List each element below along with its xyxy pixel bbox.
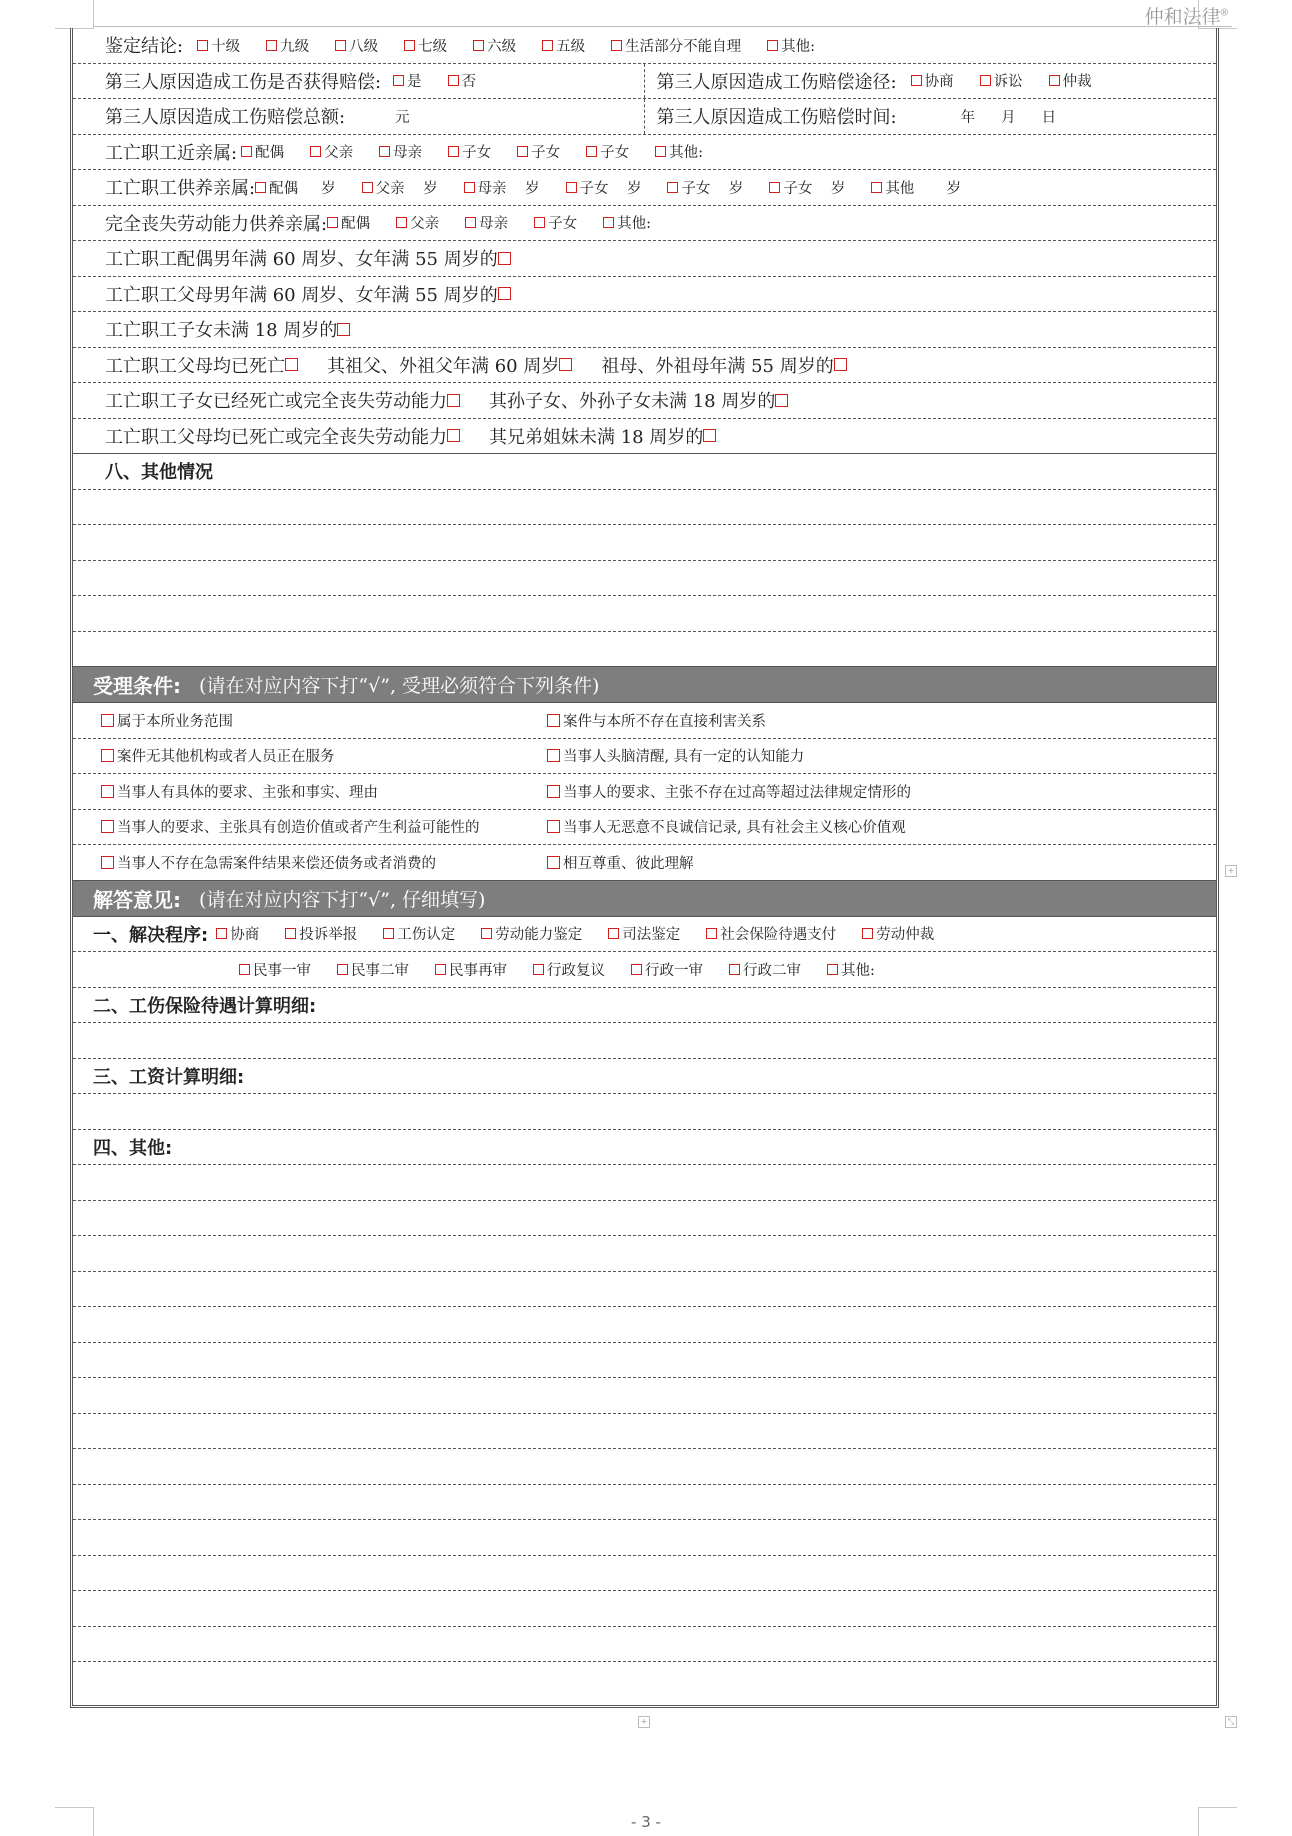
wage-detail-heading: 三、工资计算明细: <box>93 1066 245 1088</box>
checkbox-icon[interactable] <box>383 928 394 939</box>
procedure-label: 一、解决程序: <box>93 924 209 946</box>
checkbox-option[interactable]: 司法鉴定 <box>608 923 680 944</box>
checkbox-icon[interactable] <box>498 252 511 265</box>
checkbox-option[interactable]: 配偶 <box>327 212 370 233</box>
blank-line[interactable] <box>73 1094 1216 1130</box>
third-party-total-label: 第三人原因造成工伤赔偿总额: <box>105 107 346 129</box>
checkbox-icon[interactable] <box>435 964 446 975</box>
checkbox-option[interactable]: 八级 <box>335 35 378 56</box>
checkbox-option[interactable]: 五级 <box>542 35 585 56</box>
checkbox-icon[interactable] <box>266 40 277 51</box>
checkbox-icon[interactable] <box>703 429 716 442</box>
checkbox-icon[interactable] <box>447 394 460 407</box>
relatives-row <box>73 135 1216 171</box>
other-situation-heading: 八、其他情况 <box>105 462 213 484</box>
incapacity-row <box>73 206 1216 242</box>
checkbox-option[interactable]: 母亲 岁 <box>464 177 540 198</box>
checkbox-option[interactable]: 子女 <box>448 141 491 162</box>
blank-line[interactable] <box>73 1627 1216 1663</box>
other-detail-heading: 四、其他: <box>93 1137 173 1159</box>
checkbox-option[interactable]: 投诉举报 <box>285 923 357 944</box>
parents-age-row <box>73 277 1216 313</box>
grandchildren-text-b: 其孙子女、外孙子女未满 18 周岁的 <box>489 391 776 413</box>
checkbox-option[interactable]: 父亲 <box>396 212 439 233</box>
checkbox-option[interactable]: 其他: <box>603 212 651 233</box>
relatives-label: 工亡职工近亲属: <box>105 142 238 164</box>
blank-line[interactable] <box>73 1201 1216 1237</box>
checkbox-icon[interactable] <box>216 928 227 939</box>
grandparents-text-b: 其祖父、外祖父年满 60 周岁 <box>327 355 560 377</box>
appraisal-row <box>73 28 1216 64</box>
condition-item[interactable]: 属于本所业务范围 <box>73 710 547 731</box>
condition-item[interactable]: 当事人无恶意不良诚信记录, 具有社会主义核心价值观 <box>547 816 906 837</box>
condition-row <box>73 739 1216 775</box>
answer-header <box>73 881 1216 917</box>
checkbox-option[interactable]: 其他 岁 <box>871 177 961 198</box>
checkbox-icon[interactable] <box>547 749 560 762</box>
grandchildren-text-a: 工亡职工子女已经死亡或完全丧失劳动能力 <box>105 391 447 413</box>
checkbox-option[interactable]: 否 <box>448 70 477 91</box>
blank-line[interactable] <box>73 1414 1216 1450</box>
checkbox-icon[interactable] <box>547 856 560 869</box>
condition-item[interactable]: 当事人的要求、主张具有创造价值或者产生利益可能性的 <box>73 816 547 837</box>
blank-line[interactable] <box>73 1165 1216 1201</box>
blank-line[interactable] <box>73 596 1216 632</box>
other-situation-title-row <box>73 454 1216 490</box>
checkbox-icon[interactable] <box>862 928 873 939</box>
checkbox-icon[interactable] <box>465 217 476 228</box>
insurance-detail-heading: 二、工伤保险待遇计算明细: <box>93 995 317 1017</box>
condition-row <box>73 703 1216 739</box>
spouse-age-text: 工亡职工配偶男年满 60 周岁、女年满 55 周岁的 <box>105 249 498 271</box>
checkbox-option[interactable]: 民事再审 <box>435 959 507 980</box>
checkbox-icon[interactable] <box>101 785 114 798</box>
acceptance-title: 受理条件: <box>93 674 181 698</box>
procedure-row <box>73 917 1216 953</box>
checkbox-option[interactable]: 协商 <box>911 70 954 91</box>
checkbox-icon[interactable] <box>980 75 991 86</box>
checkbox-icon[interactable] <box>481 928 492 939</box>
grandchildren-row <box>73 383 1216 419</box>
grandparents-text-a: 工亡职工父母均已死亡 <box>105 355 285 377</box>
checkbox-icon[interactable] <box>533 964 544 975</box>
checkbox-icon[interactable] <box>101 714 114 727</box>
siblings-text-a: 工亡职工父母均已死亡或完全丧失劳动能力 <box>105 426 447 448</box>
currency-unit: 元 <box>395 109 410 126</box>
date-month: 月 <box>1001 109 1016 126</box>
checkbox-icon[interactable] <box>547 820 560 833</box>
appraisal-label: 鉴定结论: <box>105 36 184 58</box>
checkbox-icon[interactable] <box>827 964 838 975</box>
grandparents-row <box>73 348 1216 384</box>
checkbox-icon[interactable] <box>101 820 114 833</box>
checkbox-icon[interactable] <box>566 182 577 193</box>
parents-age-text: 工亡职工父母男年满 60 周岁、女年满 55 周岁的 <box>105 284 498 306</box>
third-party-total-cell <box>73 99 645 134</box>
blank-line[interactable] <box>73 1307 1216 1343</box>
table-corner-handle[interactable]: ⤡ <box>1225 1716 1237 1728</box>
child-age-text: 工亡职工子女未满 18 周岁的 <box>105 320 338 342</box>
checkbox-icon[interactable] <box>655 146 666 157</box>
checkbox-option[interactable]: 子女 岁 <box>566 177 642 198</box>
condition-row <box>73 810 1216 846</box>
checkbox-option[interactable]: 劳动能力鉴定 <box>481 923 582 944</box>
checkbox-icon[interactable] <box>586 146 597 157</box>
checkbox-option[interactable]: 十级 <box>197 35 240 56</box>
checkbox-icon[interactable] <box>498 287 511 300</box>
checkbox-option[interactable]: 父亲 岁 <box>362 177 438 198</box>
checkbox-option[interactable]: 父亲 <box>310 141 353 162</box>
crop-mark <box>1198 0 1237 29</box>
checkbox-icon[interactable] <box>547 714 560 727</box>
condition-item[interactable]: 案件与本所不存在直接利害关系 <box>547 710 766 731</box>
checkbox-icon[interactable] <box>631 964 642 975</box>
checkbox-icon[interactable] <box>871 182 882 193</box>
blank-line[interactable] <box>73 1485 1216 1521</box>
checkbox-option[interactable]: 其他: <box>767 35 815 56</box>
checkbox-icon[interactable] <box>285 928 296 939</box>
checkbox-option[interactable]: 工伤认定 <box>383 923 455 944</box>
checkbox-icon[interactable] <box>608 928 619 939</box>
blank-line[interactable] <box>73 1378 1216 1414</box>
third-party-route-label: 第三人原因造成工伤赔偿途径: <box>656 71 897 93</box>
condition-item[interactable]: 当事人的要求、主张不存在过高等超过法律规定情形的 <box>547 781 911 802</box>
checkbox-icon[interactable] <box>197 40 208 51</box>
checkbox-icon[interactable] <box>473 40 484 51</box>
checkbox-icon[interactable] <box>285 358 298 371</box>
other-detail-row <box>73 1130 1216 1166</box>
checkbox-option[interactable]: 子女 岁 <box>667 177 743 198</box>
answer-title: 解答意见: <box>93 887 181 912</box>
checkbox-icon[interactable] <box>239 964 250 975</box>
blank-line[interactable] <box>73 1023 1216 1059</box>
date-year: 年 <box>960 109 976 126</box>
child-age-row <box>73 312 1216 348</box>
checkbox-option[interactable]: 子女 <box>534 212 577 233</box>
siblings-row <box>73 419 1216 455</box>
checkbox-icon[interactable] <box>101 749 114 762</box>
condition-item[interactable]: 相互尊重、彼此理解 <box>547 852 694 873</box>
brand-mark: 仲和法律® <box>1144 7 1228 28</box>
blank-line[interactable] <box>73 525 1216 561</box>
crop-mark <box>55 0 94 29</box>
wage-detail-row <box>73 1059 1216 1095</box>
date-day: 日 <box>1041 109 1057 126</box>
checkbox-icon[interactable] <box>547 785 560 798</box>
third-party-comp-label: 第三人原因造成工伤是否获得赔偿: <box>105 71 382 93</box>
checkbox-icon[interactable] <box>611 40 622 51</box>
checkbox-option[interactable]: 社会保险待遇支付 <box>706 923 836 944</box>
checkbox-option[interactable]: 其他: <box>655 141 703 162</box>
checkbox-icon[interactable] <box>729 964 740 975</box>
checkbox-icon[interactable] <box>447 429 460 442</box>
acceptance-note: (请在对应内容下打“√”, 受理必须符合下列条件) <box>199 675 600 697</box>
checkbox-icon[interactable] <box>834 358 847 371</box>
checkbox-option[interactable]: 民事一审 <box>239 959 311 980</box>
checkbox-icon[interactable] <box>396 217 407 228</box>
checkbox-option[interactable]: 行政二审 <box>729 959 801 980</box>
checkbox-option[interactable]: 母亲 <box>379 141 422 162</box>
checkbox-icon[interactable] <box>603 217 614 228</box>
checkbox-icon[interactable] <box>559 358 572 371</box>
blank-line[interactable] <box>73 1520 1216 1556</box>
checkbox-option[interactable]: 子女 <box>517 141 560 162</box>
intake-form <box>70 28 1219 1708</box>
checkbox-icon[interactable] <box>393 75 404 86</box>
checkbox-option[interactable]: 行政一审 <box>631 959 703 980</box>
blank-line[interactable] <box>73 632 1216 668</box>
grandparents-text-c: 祖母、外祖母年满 55 周岁的 <box>601 355 834 377</box>
condition-item[interactable]: 当事人头脑清醒, 具有一定的认知能力 <box>547 745 804 766</box>
blank-line[interactable] <box>73 1591 1216 1627</box>
incapacity-label: 完全丧失劳动能力供养亲属: <box>105 213 328 235</box>
checkbox-icon[interactable] <box>767 40 778 51</box>
checkbox-option[interactable]: 民事二审 <box>337 959 409 980</box>
checkbox-icon[interactable] <box>667 182 678 193</box>
checkbox-icon[interactable] <box>335 40 346 51</box>
dependents-label: 工亡职工供养亲属: <box>105 178 256 200</box>
siblings-text-b: 其兄弟姐妹未满 18 周岁的 <box>489 426 704 448</box>
checkbox-option[interactable]: 诉讼 <box>980 70 1023 91</box>
spouse-age-row <box>73 241 1216 277</box>
page-header <box>93 0 1232 27</box>
checkbox-option[interactable]: 是 <box>393 70 422 91</box>
checkbox-option[interactable]: 仲裁 <box>1049 70 1092 91</box>
blank-line[interactable] <box>73 1556 1216 1592</box>
condition-item[interactable]: 案件无其他机构或者人员正在服务 <box>73 745 547 766</box>
checkbox-icon[interactable] <box>379 146 390 157</box>
checkbox-option[interactable]: 行政复议 <box>533 959 605 980</box>
blank-line[interactable] <box>73 1236 1216 1272</box>
checkbox-icon[interactable] <box>101 856 114 869</box>
checkbox-icon[interactable] <box>517 146 528 157</box>
condition-item[interactable]: 当事人不存在急需案件结果来偿还债务或者消费的 <box>73 852 547 873</box>
checkbox-icon[interactable] <box>362 182 373 193</box>
third-party-route-cell <box>645 64 1217 99</box>
checkbox-icon[interactable] <box>310 146 321 157</box>
checkbox-icon[interactable] <box>337 323 350 336</box>
checkbox-option[interactable]: 子女 <box>586 141 629 162</box>
checkbox-option[interactable]: 配偶 岁 <box>255 177 336 198</box>
add-row-handle[interactable]: + <box>638 1716 650 1728</box>
checkbox-icon[interactable] <box>448 146 459 157</box>
checkbox-option[interactable]: 九级 <box>266 35 309 56</box>
blank-line[interactable] <box>73 561 1216 597</box>
third-party-time-cell <box>645 99 1217 134</box>
checkbox-icon[interactable] <box>255 182 266 193</box>
condition-row <box>73 774 1216 810</box>
checkbox-icon[interactable] <box>534 217 545 228</box>
checkbox-option[interactable]: 母亲 <box>465 212 508 233</box>
checkbox-icon[interactable] <box>1049 75 1060 86</box>
table-resize-handle[interactable]: + <box>1225 865 1237 877</box>
page-number: - 3 - <box>631 1813 661 1831</box>
acceptance-header <box>73 667 1216 703</box>
third-party-comp-cell <box>73 64 645 99</box>
blank-line[interactable] <box>73 1343 1216 1379</box>
condition-item[interactable]: 当事人有具体的要求、主张和事实、理由 <box>73 781 547 802</box>
checkbox-option[interactable]: 其他: <box>827 959 875 980</box>
checkbox-icon[interactable] <box>404 40 415 51</box>
blank-line[interactable] <box>73 1272 1216 1308</box>
checkbox-icon[interactable] <box>464 182 475 193</box>
checkbox-option[interactable]: 六级 <box>473 35 516 56</box>
checkbox-option[interactable]: 子女 岁 <box>769 177 845 198</box>
procedure-row-2 <box>73 952 1216 988</box>
dependents-row <box>73 170 1216 206</box>
checkbox-option[interactable]: 劳动仲裁 <box>862 923 934 944</box>
checkbox-icon[interactable] <box>769 182 780 193</box>
condition-row <box>73 845 1216 881</box>
checkbox-icon[interactable] <box>542 40 553 51</box>
insurance-detail-row <box>73 988 1216 1024</box>
blank-line[interactable] <box>73 1449 1216 1485</box>
checkbox-option[interactable]: 七级 <box>404 35 447 56</box>
checkbox-icon[interactable] <box>241 146 252 157</box>
checkbox-icon[interactable] <box>327 217 338 228</box>
blank-line[interactable] <box>73 490 1216 526</box>
checkbox-option[interactable]: 生活部分不能自理 <box>611 35 741 56</box>
answer-note: (请在对应内容下打“√”, 仔细填写) <box>199 888 486 911</box>
third-party-total-row <box>73 99 1216 135</box>
checkbox-icon[interactable] <box>775 394 788 407</box>
checkbox-icon[interactable] <box>706 928 717 939</box>
checkbox-option[interactable]: 配偶 <box>241 141 284 162</box>
checkbox-option[interactable]: 协商 <box>216 923 259 944</box>
third-party-comp-row <box>73 64 1216 100</box>
third-party-time-label: 第三人原因造成工伤赔偿时间: <box>656 107 897 129</box>
checkbox-icon[interactable] <box>448 75 459 86</box>
checkbox-icon[interactable] <box>337 964 348 975</box>
checkbox-icon[interactable] <box>911 75 922 86</box>
